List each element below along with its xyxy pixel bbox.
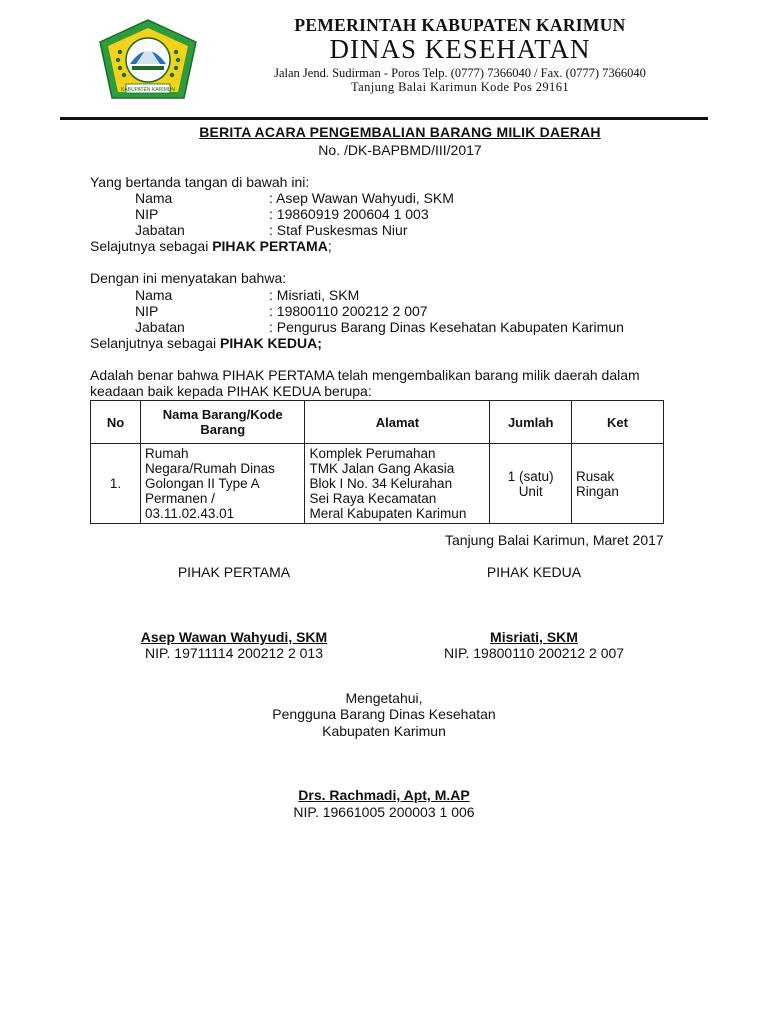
cell-alamat: Komplek Perumahan TMK Jalan Gang Akasia Blok I No. 34 Kelurahan Sei Raya Kecamatan Meral Kabupaten Karimun — [305, 444, 490, 524]
second-party-jabatan-label: Jabatan — [135, 319, 185, 335]
cell-jumlah: 1 (satu) Unit — [490, 444, 572, 524]
acknowledge-sign-name: Drs. Rachmadi, Apt, M.AP — [298, 787, 470, 803]
logo-ribbon-text: KABUPATEN KARIMUN — [121, 87, 175, 93]
acknowledge-sign-nip: NIP. 19661005 200003 1 006 — [293, 804, 475, 820]
document-title: BERITA ACARA PENGEMBALIAN BARANG MILIK DAERAH — [199, 124, 601, 140]
second-party-nama-value: : Misriati, SKM — [269, 287, 360, 303]
first-party-jabatan-value: : Staf Puskesmas Niur — [269, 222, 408, 238]
address-line-1: Jalan Jend. Sudirman - Poros Telp. (0777) 7366040 / Fax. (0777) 7366040 — [274, 66, 646, 80]
first-party-nip-value: : 19860919 200604 1 003 — [269, 206, 429, 222]
cell-ket: Rusak Ringan — [572, 444, 664, 524]
acknowledge-heading: Mengetahui, — [345, 690, 423, 706]
statement-line-2: keadaan baik kepada PIHAK KEDUA berupa: — [90, 383, 372, 399]
acknowledge-role-line-1: Pengguna Barang Dinas Kesehatan — [272, 706, 496, 722]
first-party-sign-name: Asep Wawan Wahyudi, SKM — [140, 629, 328, 645]
col-header-nama-barang: Nama Barang/Kode Barang — [141, 401, 305, 444]
letterhead-divider — [60, 117, 708, 120]
second-party-nip-value: : 19800110 200212 2 007 — [269, 303, 428, 319]
first-party-sign-title: PIHAK PERTAMA — [177, 564, 291, 580]
first-party-jabatan-label: Jabatan — [135, 222, 185, 238]
col-header-ket: Ket — [572, 401, 664, 444]
document-number: No. /DK-BAPBMD/III/2017 — [318, 142, 482, 158]
department-name: DINAS KESEHATAN — [329, 34, 591, 64]
statement-line-1: Adalah benar bahwa PIHAK PERTAMA telah mengembalikan barang milik daerah dalam — [90, 367, 640, 383]
statement-intro: Dengan ini menyatakan bahwa: — [90, 270, 287, 286]
address-line-2: Tanjung Balai Karimun Kode Pos 29161 — [350, 80, 569, 94]
table-header-row — [91, 401, 664, 444]
government-name: PEMERINTAH KABUPATEN KARIMUN — [294, 15, 626, 35]
col-header-no: No — [91, 401, 141, 444]
second-party-nip-label: NIP — [135, 303, 159, 319]
regency-logo-emblem — [96, 18, 200, 102]
second-party-sign-title: PIHAK KEDUA — [486, 564, 582, 580]
first-party-designation: Selajutnya sebagai PIHAK PERTAMA; — [90, 238, 332, 254]
items-table — [90, 400, 664, 524]
second-party-designation: Selanjutnya sebagai PIHAK KEDUA; — [90, 335, 322, 351]
place-date: Tanjung Balai Karimun, Maret 2017 — [445, 532, 664, 548]
first-party-nama-value: : Asep Wawan Wahyudi, SKM — [269, 190, 454, 206]
second-party-sign-name: Misriati, SKM — [490, 629, 578, 645]
second-party-sign-nip: NIP. 19800110 200212 2 007 — [443, 645, 625, 661]
intro-text: Yang bertanda tangan di bawah ini: — [90, 174, 310, 190]
second-party-jabatan-value: : Pengurus Barang Dinas Kesehatan Kabupaten Karimun — [269, 319, 624, 335]
col-header-jumlah: Jumlah — [490, 401, 572, 444]
table-row — [91, 444, 664, 524]
acknowledge-role-line-2: Kabupaten Karimun — [322, 723, 446, 739]
cell-nama-barang: Rumah Negara/Rumah Dinas Golongan II Type A Permanen / 03.11.02.43.01 — [141, 444, 305, 524]
first-party-nip-label: NIP — [135, 206, 159, 222]
col-header-alamat: Alamat — [305, 401, 490, 444]
second-party-nama-label: Nama — [135, 287, 173, 303]
first-party-sign-nip: NIP. 19711114 200212 2 013 — [144, 645, 323, 661]
cell-no: 1. — [91, 444, 141, 524]
first-party-nama-label: Nama — [135, 190, 173, 206]
